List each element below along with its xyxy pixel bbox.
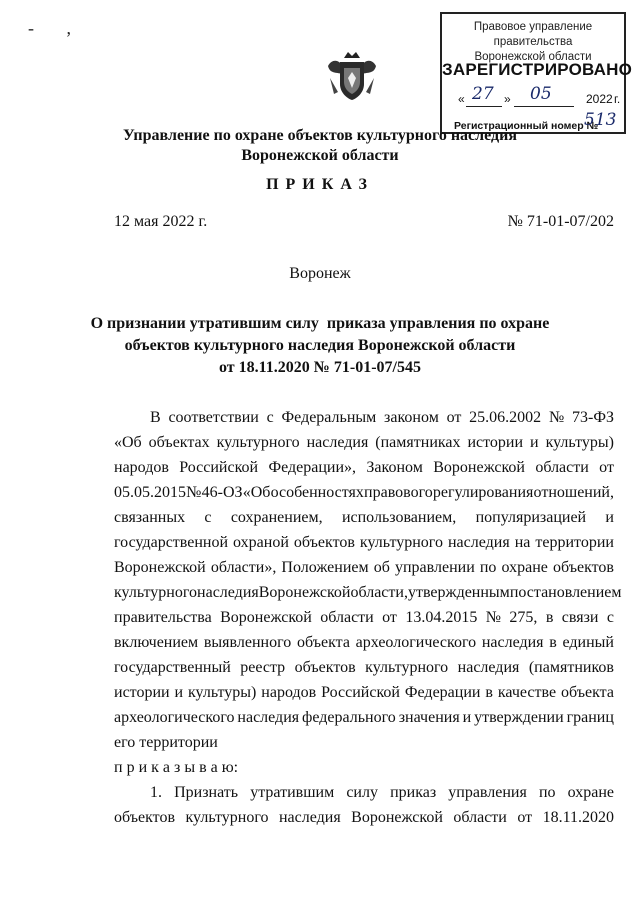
word: Воронежской — [220, 609, 312, 626]
order-word: п р и к а з ы в а ю: — [114, 759, 239, 776]
word: археологического — [355, 634, 477, 651]
word: охране — [501, 559, 548, 576]
word: охране — [567, 784, 614, 801]
word: в — [485, 684, 493, 701]
word: культурного — [114, 584, 198, 601]
word: единый — [562, 634, 614, 651]
preamble-line — [114, 655, 614, 680]
document-date: 12 мая 2022 г. — [114, 213, 208, 230]
coat-of-arms-emblem — [322, 48, 382, 104]
word: качестве — [497, 684, 557, 701]
word: сохранением, — [230, 509, 323, 526]
stamp-org-line-1: Правовое управление правительства — [473, 21, 593, 48]
stamp-org-line-2: Воронежской области — [474, 51, 592, 63]
word: культурного — [365, 659, 449, 676]
document-type: ПРИКАЗ — [266, 176, 374, 193]
word: правительства — [114, 609, 212, 626]
word: объектов — [552, 559, 614, 576]
word: управлении — [394, 559, 475, 576]
word: № — [485, 609, 501, 626]
word: народов — [114, 459, 169, 476]
preamble-line — [114, 405, 614, 430]
word: области — [535, 459, 589, 476]
stamp-reg-number: 513 — [584, 110, 617, 130]
preamble-paragraph — [114, 405, 622, 755]
word: от — [446, 409, 462, 426]
word: утвержденным — [407, 584, 510, 601]
word: Федеральным — [281, 409, 377, 426]
word: истории — [467, 434, 524, 451]
word: в — [545, 609, 554, 626]
word: территории — [535, 534, 614, 551]
word: объектах — [148, 434, 210, 451]
word: Федерации», — [268, 459, 357, 476]
word: в — [549, 634, 557, 651]
stamp-year: 2022 — [586, 92, 613, 106]
word: истории — [114, 684, 170, 701]
word: наследия — [197, 584, 259, 601]
city: Воронеж — [289, 265, 351, 282]
word: области — [320, 609, 374, 626]
organization-title-line-2: Воронежской области — [241, 147, 399, 164]
word: постановлением — [509, 584, 622, 601]
preamble-line — [114, 505, 614, 530]
word: № — [186, 484, 202, 501]
preamble-line — [114, 430, 614, 455]
preamble-line — [114, 630, 614, 655]
word: 05.05.2015 — [114, 484, 186, 501]
document-subject — [0, 313, 640, 379]
word: силу — [346, 784, 378, 801]
item-1-line-1 — [114, 780, 614, 805]
word: наследия — [237, 709, 300, 726]
preamble-line: его территории — [114, 734, 218, 751]
word: 73-ФЗ — [571, 409, 614, 426]
word: 1. — [150, 784, 162, 801]
word: Воронежской — [351, 809, 443, 826]
word: объекта — [296, 634, 350, 651]
preamble-line — [114, 605, 614, 630]
word: культуры) — [545, 434, 614, 451]
margin-mark: - , — [28, 18, 85, 38]
stamp-registered-label: ЗАРЕГИСТРИРОВАНО — [442, 60, 633, 79]
word: объектов — [114, 809, 176, 826]
word: Положением — [281, 559, 369, 576]
word: Признать — [174, 784, 239, 801]
preamble-line — [114, 580, 622, 605]
word: 18.11.2020 — [542, 809, 614, 826]
word: государственной — [114, 534, 229, 551]
word: и — [605, 509, 614, 526]
word: отношений, — [533, 484, 614, 501]
word: на — [514, 534, 531, 551]
organization-title — [0, 126, 640, 166]
word: объектов — [293, 534, 355, 551]
stamp-organization — [442, 20, 624, 65]
organization-title-line-1: Управление по охране объектов культурного наследия — [123, 127, 517, 144]
word: 275, — [509, 609, 538, 626]
word: об — [373, 559, 390, 576]
preamble-line — [114, 705, 614, 730]
word: границ — [566, 709, 614, 726]
word: и — [462, 709, 472, 726]
word: включением — [114, 634, 199, 651]
word: 46-ОЗ — [201, 484, 243, 501]
word: связи — [561, 609, 599, 626]
stamp-reg-label: Регистрационный номер № — [454, 120, 599, 132]
word: охраной — [233, 534, 289, 551]
word: Российской — [321, 684, 400, 701]
word: (памятниках — [375, 434, 461, 451]
word: культурного — [359, 534, 443, 551]
word: федерального — [302, 709, 396, 726]
word: наследия — [306, 434, 369, 451]
registration-stamp — [440, 12, 633, 134]
word: № — [548, 409, 565, 426]
word: управления — [448, 784, 527, 801]
word: Федерации — [404, 684, 481, 701]
word: 13.04.2015 — [405, 609, 478, 626]
word: наследия — [457, 659, 520, 676]
word: от — [599, 459, 614, 476]
word: Законом — [366, 459, 423, 476]
word: археологического — [114, 709, 235, 726]
word: от — [382, 609, 397, 626]
word: выявленного — [203, 634, 292, 651]
word: (памятников — [528, 659, 614, 676]
subject-line-1: О признании утратившим силу приказа управления по охране — [90, 315, 550, 332]
word: утратившим — [250, 784, 335, 801]
word: государственный — [114, 659, 231, 676]
stamp-quote-open: « — [458, 92, 465, 106]
item-1-line-2 — [114, 805, 614, 830]
stamp-year-suffix: г. — [614, 92, 621, 106]
word: наследия — [447, 534, 510, 551]
word: по — [538, 784, 556, 801]
word: Российской — [179, 459, 259, 476]
word: с — [204, 509, 212, 526]
subject-line-3: от 18.11.2020 № 71-01-07/545 — [219, 359, 421, 376]
word: культурного — [185, 809, 269, 826]
word: регулирования — [432, 484, 534, 501]
word: и — [174, 684, 184, 701]
word: с — [266, 409, 274, 426]
preamble-line — [114, 530, 614, 555]
word: правового — [364, 484, 433, 501]
word: реестр — [240, 659, 286, 676]
word: значения — [398, 709, 460, 726]
stamp-quote-close: » — [504, 92, 511, 106]
word: области», — [210, 559, 277, 576]
word: связанных — [114, 509, 186, 526]
word: народов — [261, 684, 317, 701]
word: области, — [350, 584, 408, 601]
word: наследия — [278, 809, 341, 826]
preamble-line — [114, 680, 614, 705]
word: с — [606, 609, 614, 626]
word: объекта — [560, 684, 614, 701]
word: и — [530, 434, 539, 451]
stamp-day: 27 — [472, 84, 494, 104]
preamble-line — [114, 555, 614, 580]
word: популяризацией — [475, 509, 587, 526]
word: Воронежской — [258, 584, 351, 601]
stamp-date — [458, 84, 622, 110]
word: «Об — [114, 434, 142, 451]
word: объектов — [294, 659, 356, 676]
document-number: № 71-01-07/202 — [507, 213, 614, 230]
word: 25.06.2002 — [469, 409, 542, 426]
word: Воронежской — [114, 559, 206, 576]
word: культурного — [216, 434, 300, 451]
preamble-line — [114, 455, 614, 480]
word: особенностях — [270, 484, 364, 501]
stamp-month: 05 — [530, 84, 552, 104]
word: наследия — [481, 634, 544, 651]
word: от — [517, 809, 533, 826]
word: Воронежской — [433, 459, 525, 476]
word: по — [479, 559, 497, 576]
word: культуры) — [187, 684, 257, 701]
word: соответствии — [168, 409, 259, 426]
word: области — [453, 809, 507, 826]
word: «Об — [242, 484, 271, 501]
word: законом — [384, 409, 439, 426]
word: В — [150, 409, 161, 426]
document-body — [114, 405, 622, 830]
subject-line-2: объектов культурного наследия Воронежской области — [124, 337, 516, 354]
word: использованием, — [341, 509, 457, 526]
word: утверждении — [474, 709, 564, 726]
preamble-line — [114, 480, 614, 505]
word: приказ — [390, 784, 437, 801]
